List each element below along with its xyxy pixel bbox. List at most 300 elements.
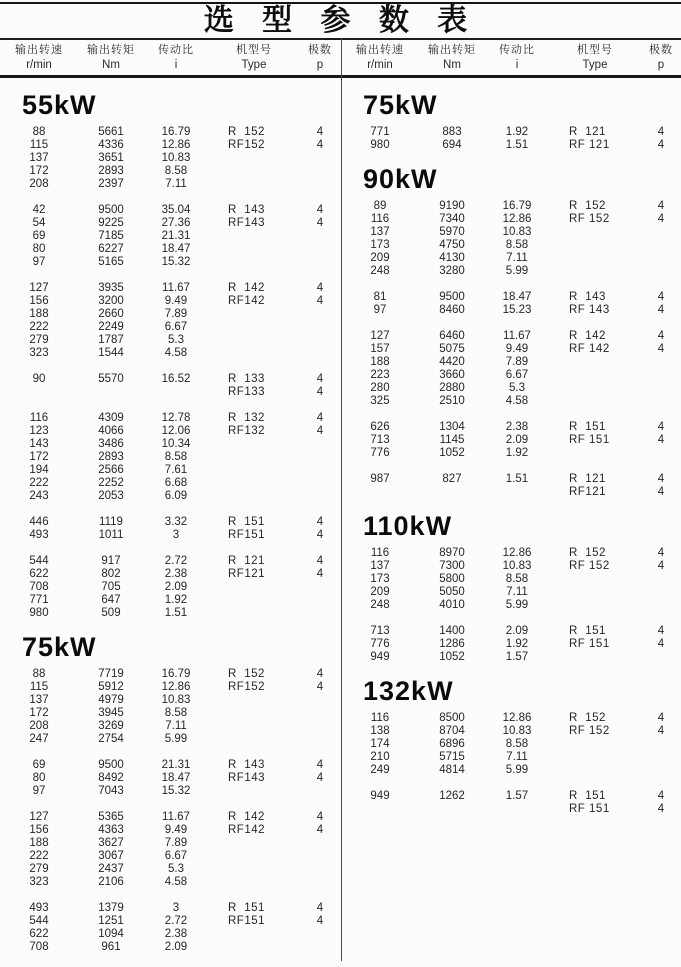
poles-cell: [300, 490, 340, 503]
poles-cell: [300, 152, 340, 165]
poles-cell: 4: [316, 772, 324, 784]
speed-cell: 90: [32, 373, 46, 385]
torque-cell: 9500: [98, 204, 124, 216]
row-group: [0, 126, 340, 191]
row-group: [341, 421, 681, 460]
torque-cell: 3945: [98, 707, 124, 719]
section-title-90kW: 90kW: [363, 164, 438, 194]
ratio-cell: 2.09: [164, 941, 188, 953]
type-cell: [208, 785, 300, 798]
type-cell: RF132: [228, 425, 266, 437]
torque-cell: 802: [101, 568, 121, 580]
ratio-cell: 1.92: [164, 594, 188, 606]
poles-cell: [300, 334, 340, 347]
header-speed: [341, 43, 419, 73]
ratio-cell: 9.49: [164, 295, 188, 307]
torque-cell: 6460: [439, 330, 465, 342]
ratio-cell: 4.58: [164, 347, 188, 359]
table-row: [341, 803, 681, 816]
ratio-cell: 12.06: [161, 425, 191, 437]
ratio-cell: 21.31: [161, 230, 191, 242]
speed-cell: 248: [370, 599, 390, 611]
row-group: [0, 412, 340, 503]
type-cell: [208, 243, 300, 256]
torque-cell: 1145: [439, 434, 465, 446]
ratio-cell: 10.83: [502, 560, 532, 572]
torque-cell: 4750: [439, 239, 465, 251]
poles-cell: 4: [657, 803, 665, 815]
ratio-cell: 12.86: [502, 213, 532, 225]
row-group: [0, 811, 340, 889]
row-group: [341, 126, 681, 152]
poles-cell: 4: [657, 486, 665, 498]
type-cell: [208, 321, 300, 334]
type-cell: [549, 573, 641, 586]
torque-cell: 1052: [439, 447, 465, 459]
speed-cell: 243: [29, 490, 49, 502]
torque-cell: 1304: [439, 421, 465, 433]
torque-cell: 4363: [98, 824, 124, 836]
ratio-cell: 1.51: [505, 139, 529, 151]
ratio-cell: 16.79: [161, 668, 191, 680]
torque-cell: 5570: [98, 373, 124, 385]
poles-cell: 4: [657, 473, 665, 485]
type-cell: [208, 581, 300, 594]
speed-cell: 980: [29, 607, 49, 619]
table-row: [341, 651, 681, 664]
ratio-cell: 7.11: [506, 751, 528, 763]
torque-cell: 917: [101, 555, 121, 567]
ratio-cell: 2.09: [505, 434, 529, 446]
speed-cell: 209: [370, 252, 390, 264]
speed-cell: 279: [29, 863, 49, 875]
type-cell: [208, 308, 300, 321]
poles-cell: [300, 256, 340, 269]
torque-cell: 5661: [98, 126, 124, 138]
section-title-55kW: 55kW: [22, 90, 97, 120]
torque-cell: 647: [101, 594, 121, 606]
speed-cell: 88: [32, 126, 46, 138]
type-cell: [549, 599, 641, 612]
poles-cell: [300, 720, 340, 733]
table-row: [0, 915, 340, 928]
torque-cell: 2510: [439, 395, 465, 407]
table-row: [0, 139, 340, 152]
speed-cell: 209: [370, 586, 390, 598]
type-cell: [549, 265, 641, 278]
poles-cell: [300, 477, 340, 490]
type-cell: R 151: [569, 421, 606, 433]
speed-cell: 713: [370, 625, 390, 637]
table-row: [341, 560, 681, 573]
table-row: [0, 451, 340, 464]
torque-cell: 1119: [99, 516, 123, 528]
table-row: [0, 681, 340, 694]
table-row: [341, 751, 681, 764]
poles-cell: [300, 178, 340, 191]
speed-cell: 222: [29, 477, 49, 489]
speed-cell: 208: [29, 178, 49, 190]
type-cell: RF133: [228, 386, 266, 398]
table-row: [0, 720, 340, 733]
speed-cell: 80: [32, 243, 46, 255]
table-row: [341, 126, 681, 139]
speed-cell: 771: [29, 594, 49, 606]
speed-cell: 69: [32, 230, 46, 242]
poles-cell: [300, 464, 340, 477]
type-cell: R 152: [228, 668, 265, 680]
type-cell: RF 143: [569, 304, 610, 316]
torque-cell: 7340: [439, 213, 465, 225]
ratio-cell: 10.83: [502, 725, 532, 737]
table-row: [0, 256, 340, 269]
table-row: [0, 555, 340, 568]
ratio-cell: [144, 386, 208, 399]
poles-cell: 4: [316, 373, 324, 385]
poles-cell: [300, 785, 340, 798]
right-table-column: [341, 78, 681, 967]
poles-cell: [641, 395, 681, 408]
torque-cell: 1011: [98, 529, 124, 541]
type-cell: [208, 707, 300, 720]
torque-cell: 4814: [439, 764, 465, 776]
table-row: [0, 373, 340, 386]
type-cell: R 143: [228, 759, 265, 771]
torque-cell: 1544: [98, 347, 124, 359]
type-cell: R 121: [228, 555, 265, 567]
header-ratio-label: 传动比: [158, 44, 194, 56]
type-cell: [549, 651, 641, 664]
table-row: [0, 308, 340, 321]
speed-cell: 97: [373, 304, 387, 316]
table-row: [0, 152, 340, 165]
torque-cell: 2893: [98, 451, 124, 463]
torque-cell: 4130: [439, 252, 465, 264]
poles-cell: [300, 347, 340, 360]
table-row: [341, 764, 681, 777]
type-cell: [208, 438, 300, 451]
speed-cell: 173: [370, 573, 390, 585]
ratio-cell: 5.3: [168, 334, 184, 346]
speed-cell: 127: [29, 282, 49, 294]
type-cell: R 152: [569, 200, 606, 212]
speed-cell: 127: [29, 811, 49, 823]
poles-cell: 4: [657, 213, 665, 225]
poles-cell: [641, 356, 681, 369]
speed-cell: 137: [370, 560, 390, 572]
poles-cell: [641, 599, 681, 612]
type-cell: [208, 165, 300, 178]
speed-cell: 123: [29, 425, 49, 437]
speed-cell: 115: [29, 139, 49, 151]
vertical-divider: [341, 38, 342, 961]
speed-cell: 127: [370, 330, 390, 342]
poles-cell: [300, 607, 340, 620]
type-cell: R 133: [228, 373, 265, 385]
poles-cell: 4: [657, 638, 665, 650]
speed-cell: 493: [29, 902, 49, 914]
speed-cell: 708: [29, 581, 49, 593]
type-cell: R 151: [569, 625, 606, 637]
poles-cell: 4: [657, 725, 665, 737]
table-row: [341, 395, 681, 408]
speed-cell: 544: [29, 915, 49, 927]
header-poles-unit: p: [657, 59, 665, 71]
speed-cell: [341, 486, 419, 499]
ratio-cell: 15.32: [161, 256, 191, 268]
poles-cell: 4: [316, 139, 324, 151]
ratio-cell: 7.89: [164, 308, 188, 320]
speed-cell: 116: [370, 712, 390, 724]
table-row: [0, 178, 340, 191]
torque-cell: 9500: [439, 291, 465, 303]
torque-cell: 8492: [98, 772, 124, 784]
table-row: [341, 252, 681, 265]
ratio-cell: 7.11: [165, 720, 187, 732]
table-row: [0, 772, 340, 785]
type-cell: [208, 607, 300, 620]
page-title: 选 型 参 数 表: [203, 4, 478, 37]
header-torque: [419, 43, 485, 73]
speed-cell: 97: [32, 785, 46, 797]
ratio-cell: 6.67: [164, 321, 188, 333]
ratio-cell: 1.57: [505, 790, 529, 802]
table-row: [0, 464, 340, 477]
speed-cell: 172: [29, 707, 49, 719]
ratio-cell: 7.89: [505, 356, 529, 368]
table-row: [0, 850, 340, 863]
ratio-cell: 3: [172, 902, 180, 914]
speed-cell: 949: [370, 790, 390, 802]
speed-cell: 89: [373, 200, 387, 212]
torque-cell: 1286: [439, 638, 465, 650]
speed-cell: 116: [370, 547, 390, 559]
table-row: [0, 412, 340, 425]
table-row: [0, 490, 340, 503]
torque-cell: 694: [442, 139, 462, 151]
torque-cell: 4066: [98, 425, 124, 437]
poles-cell: 4: [316, 282, 324, 294]
table-row: [0, 217, 340, 230]
speed-cell: 188: [370, 356, 390, 368]
torque-cell: 1787: [98, 334, 124, 346]
table-row: [0, 334, 340, 347]
ratio-cell: 8.58: [164, 451, 188, 463]
type-cell: [208, 876, 300, 889]
ratio-cell: 10.83: [161, 694, 191, 706]
poles-cell: 4: [316, 425, 324, 437]
type-cell: [208, 347, 300, 360]
speed-cell: 771: [370, 126, 390, 138]
poles-cell: [641, 265, 681, 278]
torque-cell: 5365: [98, 811, 124, 823]
header-torque-unit: Nm: [443, 59, 461, 71]
poles-cell: 4: [657, 625, 665, 637]
ratio-cell: 11.67: [162, 811, 190, 823]
torque-cell: 9190: [439, 200, 465, 212]
type-cell: [208, 941, 300, 954]
poles-cell: 4: [316, 516, 324, 528]
speed-cell: 42: [32, 204, 46, 216]
table-row: [341, 625, 681, 638]
ratio-cell: [485, 486, 549, 499]
poles-cell: [641, 382, 681, 395]
torque-cell: 1400: [439, 625, 465, 637]
speed-cell: 69: [32, 759, 46, 771]
poles-cell: [641, 252, 681, 265]
poles-cell: 4: [657, 343, 665, 355]
speed-cell: 493: [29, 529, 49, 541]
poles-cell: 4: [316, 217, 324, 229]
torque-cell: 5800: [439, 573, 465, 585]
type-cell: R 143: [228, 204, 265, 216]
table-row: [0, 568, 340, 581]
ratio-cell: 11.67: [162, 282, 190, 294]
table-row: [341, 382, 681, 395]
poles-cell: 4: [316, 824, 324, 836]
speed-cell: 116: [370, 213, 390, 225]
type-cell: [208, 594, 300, 607]
ratio-cell: 9.49: [164, 824, 188, 836]
table-row: [0, 477, 340, 490]
header-speed-label: 输出转速: [356, 44, 404, 56]
poles-cell: [300, 707, 340, 720]
ratio-cell: 18.47: [161, 772, 191, 784]
table-row: [0, 295, 340, 308]
speed-cell: 210: [370, 751, 390, 763]
poles-cell: 4: [657, 712, 665, 724]
table-row: [0, 759, 340, 772]
ratio-cell: 8.58: [505, 573, 529, 585]
poles-cell: [300, 876, 340, 889]
ratio-cell: 8.58: [164, 165, 188, 177]
row-group: [0, 516, 340, 542]
speed-cell: 174: [370, 738, 390, 750]
ratio-cell: 21.31: [161, 759, 191, 771]
speed-cell: 157: [370, 343, 390, 355]
torque-cell: 2566: [98, 464, 124, 476]
table-row: [0, 386, 340, 399]
row-group: [0, 204, 340, 269]
ratio-cell: 16.52: [161, 373, 191, 385]
speed-cell: 208: [29, 720, 49, 732]
torque-cell: 6896: [439, 738, 465, 750]
type-cell: RF 121: [569, 139, 610, 151]
row-group: [0, 555, 340, 620]
speed-cell: 115: [29, 681, 49, 693]
poles-cell: 4: [316, 681, 324, 693]
table-row: [341, 421, 681, 434]
torque-cell: 3067: [98, 850, 124, 862]
speed-cell: [0, 386, 78, 399]
header-ratio-label: 传动比: [499, 44, 535, 56]
ratio-cell: 1.51: [164, 607, 188, 619]
table-row: [341, 638, 681, 651]
speed-cell: 249: [370, 764, 390, 776]
type-cell: RF 142: [569, 343, 610, 355]
header-speed: [0, 43, 78, 73]
header-type-label: 机型号: [577, 44, 613, 56]
poles-cell: [641, 764, 681, 777]
torque-cell: [419, 486, 485, 499]
ratio-cell: 7.11: [506, 252, 528, 264]
ratio-cell: 1.57: [505, 651, 529, 663]
header-type-label: 机型号: [236, 44, 272, 56]
table-row: [341, 473, 681, 486]
table-row: [341, 265, 681, 278]
torque-cell: 4010: [439, 599, 465, 611]
header-torque-label: 输出转矩: [87, 44, 135, 56]
poles-cell: [641, 239, 681, 252]
poles-cell: 4: [657, 291, 665, 303]
poles-cell: [300, 594, 340, 607]
poles-cell: [300, 694, 340, 707]
torque-cell: 2252: [98, 477, 124, 489]
type-cell: RF 151: [569, 803, 610, 815]
type-cell: RF152: [228, 681, 266, 693]
table-row: [0, 837, 340, 850]
speed-cell: 325: [370, 395, 390, 407]
type-cell: R 152: [228, 126, 265, 138]
table-row: [341, 712, 681, 725]
speed-cell: 949: [370, 651, 390, 663]
torque-cell: 8460: [439, 304, 465, 316]
row-group: [0, 373, 340, 399]
torque-cell: 5970: [439, 226, 465, 238]
table-row: [341, 725, 681, 738]
type-cell: [549, 738, 641, 751]
ratio-cell: 2.38: [505, 421, 529, 433]
speed-cell: 544: [29, 555, 49, 567]
torque-cell: 8970: [439, 547, 465, 559]
type-cell: R 152: [569, 547, 606, 559]
type-cell: [549, 356, 641, 369]
ratio-cell: 16.79: [161, 126, 191, 138]
table-row: [341, 486, 681, 499]
type-cell: RF152: [228, 139, 266, 151]
torque-cell: 5165: [98, 256, 124, 268]
speed-cell: 188: [29, 308, 49, 320]
poles-cell: [300, 941, 340, 954]
table-header-left: [0, 40, 340, 75]
ratio-cell: 7.61: [164, 464, 188, 476]
type-cell: [208, 334, 300, 347]
ratio-cell: 5.99: [505, 265, 529, 277]
table-row: [341, 738, 681, 751]
torque-cell: 2754: [98, 733, 124, 745]
type-cell: R 142: [228, 811, 265, 823]
type-cell: RF 152: [569, 560, 610, 572]
speed-cell: 987: [370, 473, 390, 485]
type-cell: RF121: [569, 486, 607, 498]
torque-cell: 5715: [439, 751, 465, 763]
poles-cell: [641, 369, 681, 382]
type-cell: [549, 226, 641, 239]
torque-cell: 8704: [439, 725, 465, 737]
speed-cell: 222: [29, 321, 49, 333]
table-row: [341, 586, 681, 599]
speed-cell: 116: [29, 412, 49, 424]
type-cell: [208, 850, 300, 863]
poles-cell: 4: [316, 811, 324, 823]
poles-cell: 4: [316, 386, 324, 398]
speed-cell: 247: [29, 733, 49, 745]
ratio-cell: 12.78: [161, 412, 191, 424]
poles-cell: [300, 733, 340, 746]
header-type-unit: Type: [582, 59, 608, 71]
table-row: [0, 165, 340, 178]
poles-cell: [300, 928, 340, 941]
